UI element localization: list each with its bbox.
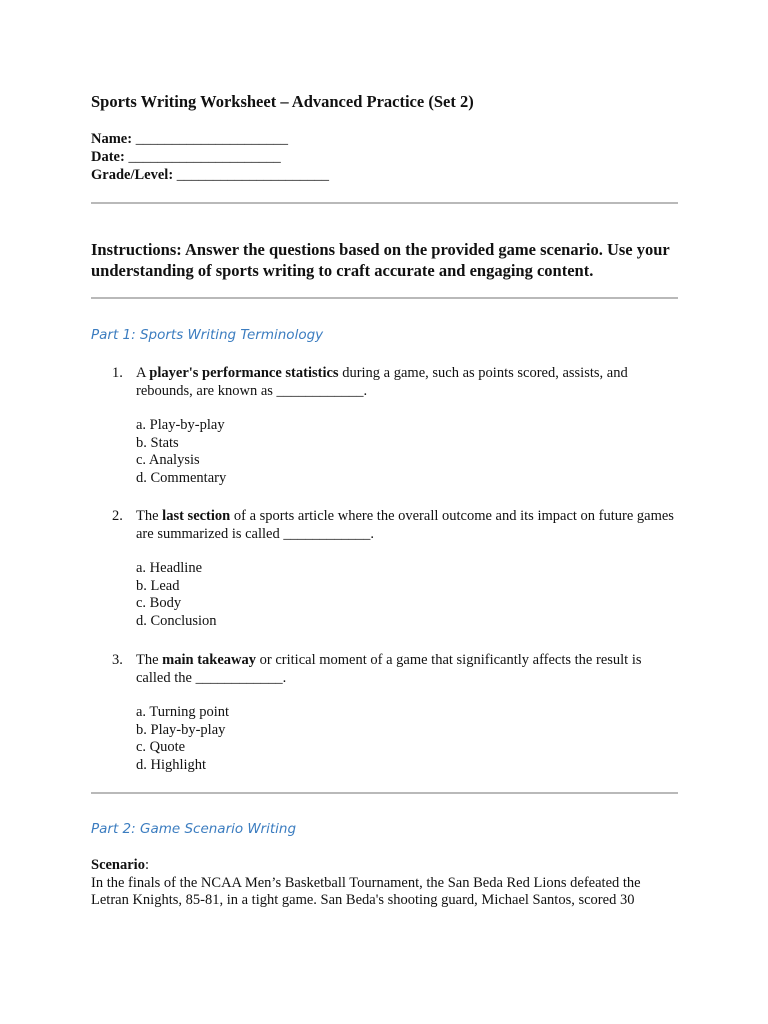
question-text-pre: A xyxy=(136,365,150,381)
scenario-colon: : xyxy=(144,857,149,873)
name-label: Name: xyxy=(91,131,133,147)
question-text xyxy=(136,651,676,687)
question-text-post: during a game, such as points scored, assists, and rebounds, are known as ____________. xyxy=(136,365,628,399)
question-3-options xyxy=(136,704,229,775)
option-d: d. Highlight xyxy=(136,757,207,774)
grade-level-label: Grade/Level: xyxy=(91,167,174,183)
date-label: Date: xyxy=(91,149,125,165)
question-number: 2. xyxy=(112,508,123,524)
divider xyxy=(91,202,678,204)
question-text-post: or critical moment of a game that significantly affects the result is called the ____________. xyxy=(136,652,642,686)
scenario-label: Scenario xyxy=(91,857,145,873)
name-field xyxy=(91,131,288,148)
question-1-options xyxy=(136,417,226,488)
question-key-term: last section xyxy=(162,508,231,524)
instructions: Instructions: Answer the questions based on the provided game scenario. Use your understanding of sports writing to craft accurate and engaging content. xyxy=(91,240,670,280)
question-key-term: player's performance statistics xyxy=(149,365,339,381)
option-b: b. Lead xyxy=(136,577,180,594)
option-a: a. Turning point xyxy=(136,704,230,720)
question-text xyxy=(136,364,676,400)
option-d: d. Commentary xyxy=(136,470,227,487)
date-blank: _____________________ xyxy=(128,149,281,165)
option-a: a. Play-by-play xyxy=(136,417,225,433)
worksheet-title: Sports Writing Worksheet – Advanced Practice (Set 2) xyxy=(91,92,474,111)
divider xyxy=(91,297,678,299)
question-2-options xyxy=(136,560,217,631)
option-a: a. Headline xyxy=(136,560,203,576)
part2-heading: Part 2: Game Scenario Writing xyxy=(91,821,297,837)
question-text xyxy=(136,507,676,543)
option-b: b. Play-by-play xyxy=(136,721,226,738)
scenario-text: In the finals of the NCAA Men’s Basketball Tournament, the San Beda Red Lions defeated the Letran Knights, 85-81, in a tight game. San Beda's shooting guard, Michael Santos, scored 30 xyxy=(91,874,641,909)
question-text-post: of a sports article where the overall outcome and its impact on future games are summarized is called ____________. xyxy=(136,508,674,542)
name-blank: _____________________ xyxy=(135,131,288,147)
part1-heading: Part 1: Sports Writing Terminology xyxy=(91,327,324,343)
question-text-pre: The xyxy=(136,508,163,524)
question-key-term: main takeaway xyxy=(162,652,257,668)
scenario-heading xyxy=(91,857,678,875)
question-number: 1. xyxy=(112,365,123,381)
grade-level-field xyxy=(91,167,329,184)
question-number: 3. xyxy=(112,652,123,668)
option-d: d. Conclusion xyxy=(136,613,217,630)
option-c: c. Body xyxy=(136,595,182,612)
grade-level-blank: _____________________ xyxy=(176,167,330,183)
question-text-pre: The xyxy=(136,652,163,668)
date-field xyxy=(91,149,281,166)
scenario-block xyxy=(91,857,678,910)
option-b: b. Stats xyxy=(136,434,179,451)
option-c: c. Quote xyxy=(136,739,186,756)
divider xyxy=(91,792,678,794)
option-c: c. Analysis xyxy=(136,452,200,469)
